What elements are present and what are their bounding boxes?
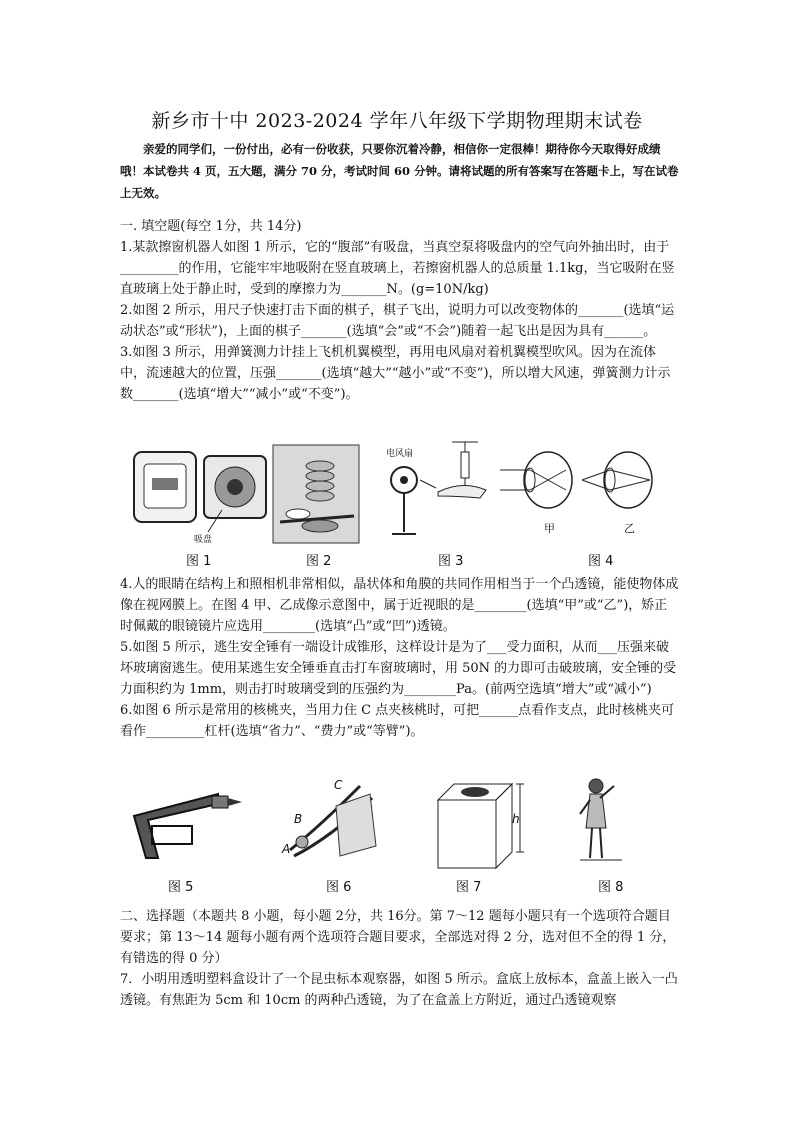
figure-4-yi-label: 乙 bbox=[624, 522, 635, 535]
question-4: 4.人的眼睛在结构上和照相机非常相似，晶状体和角膜的共同作用相当于一个凸透镜，能使物体成像在视网膜上。在图 4 甲、乙成像示意图中，属于近视眼的是________(选填“甲”或“乙”)，矫正时佩戴的眼镜镜片应选用________(选填“凸”或“凹”)透镜。 bbox=[120, 577, 679, 634]
section-1 bbox=[120, 216, 680, 405]
figure-6-caption: 图 6 bbox=[326, 880, 352, 895]
figure-6-nutcracker bbox=[280, 776, 380, 866]
section-2-heading: 二、选择题（本题共 8 小题，每小题 2分，共 16分。第 7～12 题每小题只有一个选项符合题目要求；第 13～14 题每小题有两个选项符合题目要求，全部选对得 2 分，选对但不全的得 1 分，有错选的得 0 分） bbox=[120, 909, 676, 966]
question-1: 1.某款擦窗机器人如图 1 所示，它的“腹部”有吸盘，当真空泵将吸盘内的空气向外抽出时，由于_________的作用，它能牢牢地吸附在竖直玻璃上，若擦窗机器人的总质量 1.1kg，当它吸附在竖直玻璃上处于静止时，受到的摩擦力为_______N。(g=10N/kg) bbox=[120, 240, 675, 297]
figure-4-jia-label: 甲 bbox=[544, 522, 555, 535]
figure-1-robot bbox=[130, 444, 270, 544]
question-6: 6.如图 6 所示是常用的核桃夹，当用力住 C 点夹核桃时，可把______点看作支点，此时核桃夹可看作_________杠杆(选填“省力”、“费力”或“等臂”)。 bbox=[120, 703, 675, 739]
figure-4-eye-diagrams bbox=[500, 446, 670, 535]
figure-4-caption: 图 4 bbox=[588, 554, 614, 569]
figure-7-observer-box bbox=[432, 778, 532, 872]
figure-3-caption: 图 3 bbox=[438, 554, 464, 569]
section-2 bbox=[120, 906, 680, 1011]
question-5: 5.如图 5 所示，逃生安全锤有一端设计成锥形，这样设计是为了___受力面积，从而___压强来破坏玻璃窗逃生。使用某逃生安全锤垂直击打车窗玻璃时，用 50N 的力即可击破玻璃，安全锤的受力面积约为 1mm，则击打时玻璃受到的压强约为________Pa。(前两空选填“增大”或“减小”) bbox=[120, 640, 677, 697]
figure-3-fan-wing bbox=[382, 440, 492, 544]
figure-7-caption: 图 7 bbox=[456, 880, 482, 895]
figure-8-caption: 图 8 bbox=[598, 880, 624, 895]
figure-7-h-label: h bbox=[512, 812, 520, 826]
figure-6-b-label: B bbox=[294, 812, 303, 826]
exam-title: 新乡市十中 2023-2024 学年八年级下学期物理期末试卷 bbox=[151, 110, 643, 132]
figure-5-safety-hammer bbox=[128, 786, 248, 866]
question-2: 2.如图 2 所示，用尺子快速打击下面的棋子，棋子飞出，说明力可以改变物体的_______(选填“运动状态”或“形状”)，上面的棋子_______(选填“会”或“不会”)随着一起飞出是因为具有______。 bbox=[120, 303, 675, 339]
figure-row-1 bbox=[120, 440, 680, 570]
figure-6-a-label: A bbox=[282, 842, 291, 856]
section-1-continued bbox=[120, 574, 680, 742]
figure-3-fan-label: 电风扇 bbox=[386, 449, 414, 459]
figure-2-caption: 图 2 bbox=[306, 554, 332, 569]
question-3: 3.如图 3 所示，用弹簧测力计挂上飞机机翼模型，再用电风扇对着机翼模型吹风。因为在流体中，流速越大的位置，压强_______(选填“越大”“越小”或“不变”)，所以增大风速，弹簧测力计示数_______(选填“增大”“减小”或“不变”)。 bbox=[120, 345, 671, 402]
figure-6-c-label: C bbox=[334, 778, 343, 792]
question-7: 7．小明用透明塑料盒设计了一个昆虫标本观察器，如图 5 所示。盒底上放标本，盒盖上嵌入一凸透镜。有焦距为 5cm 和 10cm 的两种凸透镜，为了在盒盖上方附近，通过凸透镜观察 bbox=[120, 972, 678, 1008]
exam-intro: 亲爱的同学们，一份付出，必有一份收获，只要你沉着冷静，相信你一定很棒！期待你今天取得好成绩哦！本试卷共 4 页，五大题，满分 70 分，考试时间 60 分钟。请将试题的所有答案写在答题卡上，写在试卷上无效。 bbox=[120, 142, 679, 200]
figure-5-caption: 图 5 bbox=[168, 880, 194, 895]
figure-1-caption: 图 1 bbox=[186, 554, 212, 569]
figure-1-sucker-label: 吸盘 bbox=[194, 535, 213, 545]
figure-row-2 bbox=[120, 776, 680, 896]
section-1-heading: 一. 填空题(每空 1分，共 14分) bbox=[120, 219, 302, 234]
figure-2-chess-pieces bbox=[272, 444, 360, 544]
figure-8-person bbox=[572, 776, 632, 870]
